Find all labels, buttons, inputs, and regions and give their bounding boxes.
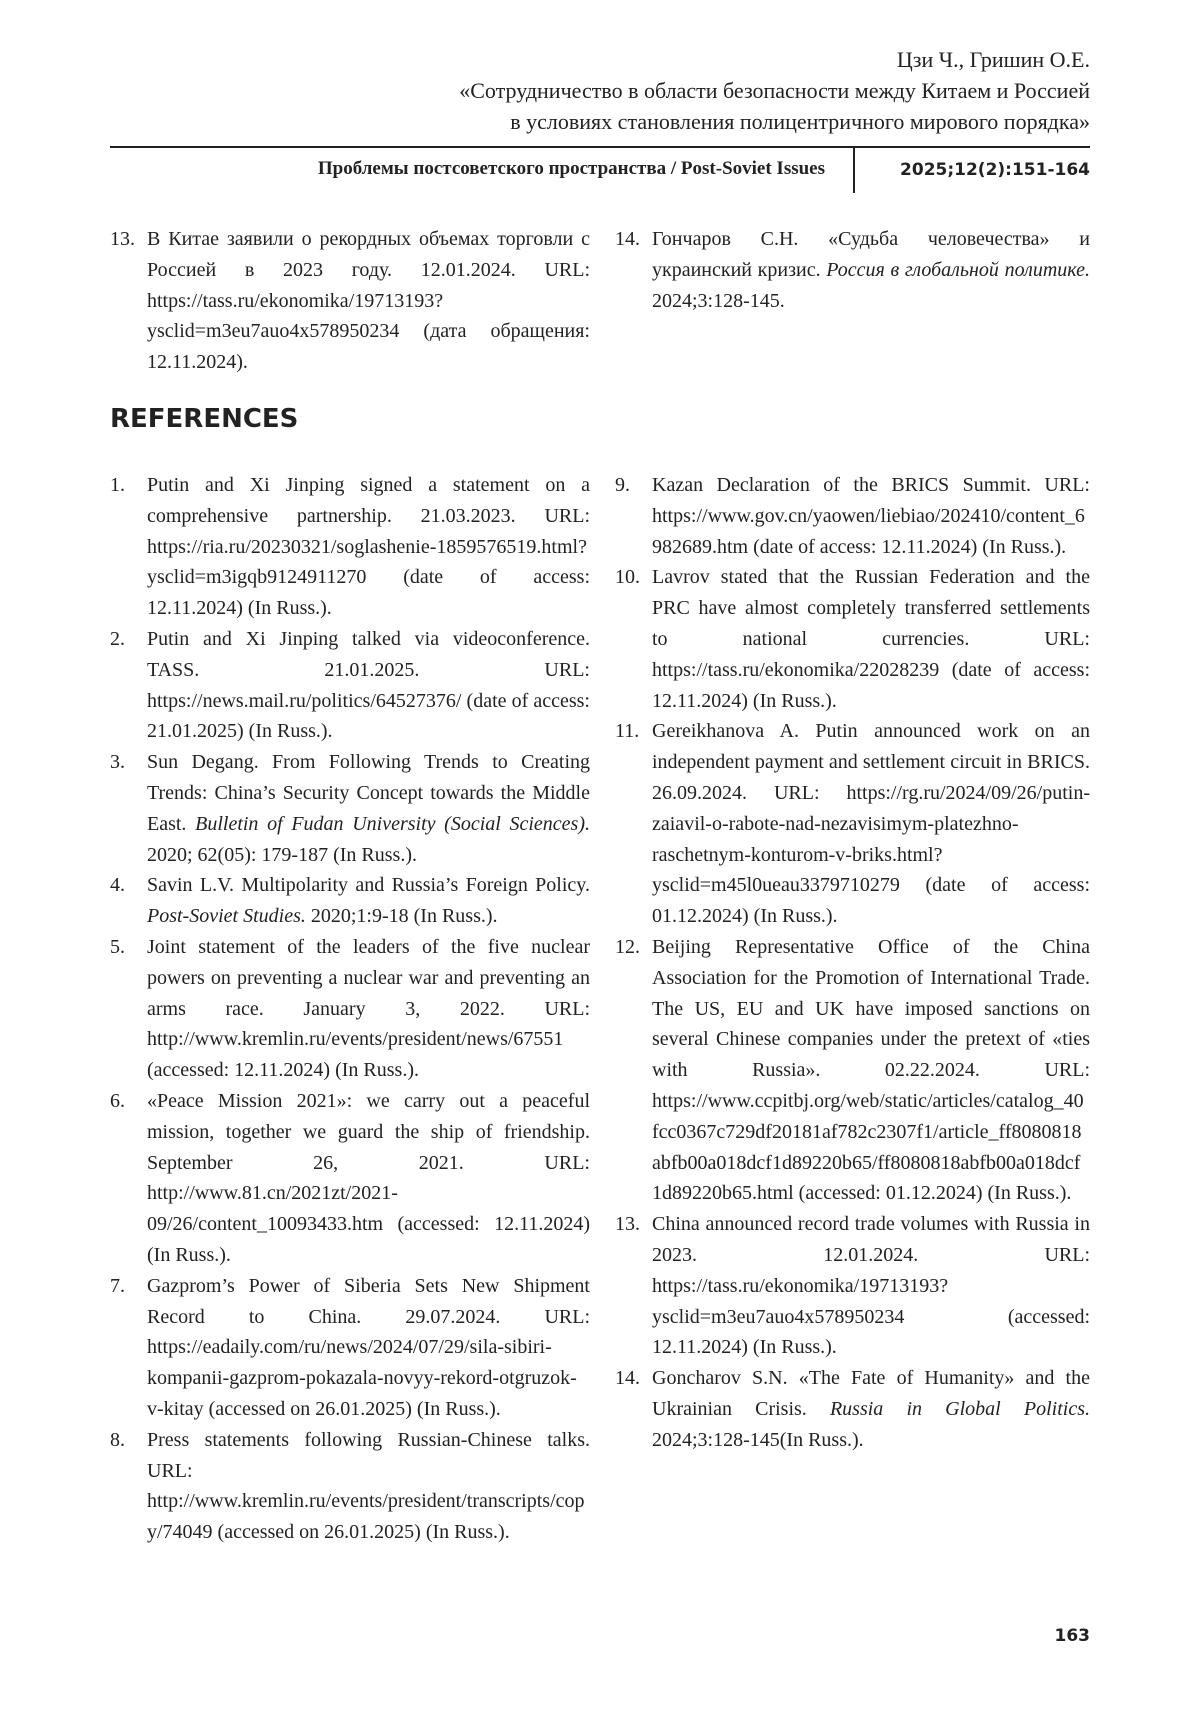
reference-number: 11. xyxy=(615,716,639,747)
reference-item xyxy=(615,932,1090,1209)
reference-number: 9. xyxy=(615,470,630,501)
reference-details: 2024;3:128-145. xyxy=(652,290,785,312)
reference-text: Гончаров С.Н. «Судьба человечества» и украинский кризис. xyxy=(652,228,1090,281)
reference-text: Savin L.V. Multipolarity and Russia’s Foreign Policy. xyxy=(147,874,590,896)
reference-number: 2. xyxy=(110,624,125,655)
header-divider xyxy=(853,147,855,193)
reference-text: Putin and Xi Jinping talked via videoconference. TASS. 21.01.2025. URL: https://news.mail.ru/politics/64527376/ (date of access: 21.01.2025) (In Russ.). xyxy=(147,628,590,742)
reference-number: 10. xyxy=(615,562,640,593)
journal-name: Проблемы постсоветского пространства / Post-Soviet Issues xyxy=(110,158,825,180)
reference-number: 8. xyxy=(110,1425,125,1456)
reference-number: 3. xyxy=(110,747,125,778)
reference-item xyxy=(615,562,1090,716)
header-rule xyxy=(110,146,1090,148)
reference-text: «Peace Mission 2021»: we carry out a peaceful mission, together we guard the ship of friendship. September 26, 2021. URL: http://www.81.cn/2021zt/2021-09/26/content_10093433.htm (accessed: 12.11.2024) (In Russ.). xyxy=(147,1090,590,1266)
reference-item xyxy=(615,224,1090,316)
reference-number: 12. xyxy=(615,932,640,963)
reference-number: 4. xyxy=(110,870,125,901)
reference-text: Joint statement of the leaders of the five nuclear powers on preventing a nuclear war and preventing an arms race. January 3, 2022. URL: http://www.kremlin.ru/events/president/news/67551 (accessed: 12.11.2024) (In Russ.). xyxy=(147,936,590,1081)
reference-source: Bulletin of Fudan University (Social Sciences). xyxy=(195,813,590,835)
header-title-line1: «Сотрудничество в области безопасности между Китаем и Россией xyxy=(110,75,1090,106)
reference-source: Post-Soviet Studies. xyxy=(147,905,306,927)
page-number: 163 xyxy=(1055,1626,1091,1646)
header-authors: Цзи Ч., Гришин О.Е. xyxy=(110,44,1090,75)
reference-number: 6. xyxy=(110,1086,125,1117)
reference-item xyxy=(110,470,590,624)
header-title-line2: в условиях становления полицентричного мирового порядка» xyxy=(110,106,1090,137)
reference-number: 7. xyxy=(110,1271,125,1302)
reference-source: Russia in Global Politics. xyxy=(830,1398,1090,1420)
reference-item xyxy=(110,747,590,870)
reference-item xyxy=(110,932,590,1086)
reference-text: Gazprom’s Power of Siberia Sets New Shipment Record to China. 29.07.2024. URL: https://eadaily.com/ru/news/2024/07/29/sila-sibiri-kompanii-gazprom-pokazala-novyy-rekord-otgruzok-v-kitay (accessed on 26.01.2025) (In Russ.). xyxy=(147,1275,590,1420)
reference-text: China announced record trade volumes with Russia in 2023. 12.01.2024. URL: https://tass.ru/ekonomika/19713193?ysclid=m3eu7auo4x578950234 (accessed: 12.11.2024) (In Russ.). xyxy=(652,1213,1090,1358)
reference-text: Kazan Declaration of the BRICS Summit. URL: https://www.gov.cn/yaowen/liebiao/202410/content_6982689.htm (date of access: 12.11.2024) (In Russ.). xyxy=(652,474,1090,558)
reference-item xyxy=(615,716,1090,932)
reference-item xyxy=(110,1425,590,1548)
reference-number: 1. xyxy=(110,470,125,501)
reference-item xyxy=(615,470,1090,562)
references-right-column xyxy=(615,470,1090,1456)
reference-number: 14. xyxy=(615,224,640,255)
references-heading: REFERENCES xyxy=(110,404,298,434)
reference-item xyxy=(110,1086,590,1271)
reference-number: 14. xyxy=(615,1363,640,1394)
reference-number: 13. xyxy=(110,224,135,255)
reference-details: 2020;1:9-18 (In Russ.). xyxy=(306,905,498,927)
reference-text: Gereikhanova A. Putin announced work on an independent payment and settlement circuit in BRICS. 26.09.2024. URL: https://rg.ru/2024/09/26/putin-zaiavil-o-rabote-nad-nezavisimym-platezhno-raschetnym-konturom-v-briks.html?ysclid=m45l0ueau3379710279 (date of access: 01.12.2024) (In Russ.). xyxy=(652,720,1090,927)
reference-item xyxy=(110,1271,590,1425)
issue-info: 2025;12(2):151-164 xyxy=(900,160,1090,180)
reference-text: Press statements following Russian-Chinese talks. URL: http://www.kremlin.ru/events/president/transcripts/copy/74049 (accessed on 26.01.2025) (In Russ.). xyxy=(147,1429,590,1543)
reference-source: Россия в глобальной политике. xyxy=(826,259,1090,281)
reference-text: Putin and Xi Jinping signed a statement on a comprehensive partnership. 21.03.2023. URL: https://ria.ru/20230321/soglashenie-1859576519.html?ysclid=m3igqb9124911270 (date of access: 12.11.2024) (In Russ.). xyxy=(147,474,590,619)
reference-item xyxy=(110,870,590,932)
running-header xyxy=(110,44,1090,137)
reference-text: Beijing Representative Office of the China Association for the Promotion of International Trade. The US, EU and UK have imposed sanctions on several Chinese companies under the pretext of «ties with Russia». 02.22.2024. URL: https://www.ccpitbj.org/web/static/articles/catalog_40fcc0367c729df20181af782c2307f1/article_ff8080818abfb00a018dcf1d89220b65/ff8080818abfb00a018dcf1d89220b65.html (accessed: 01.12.2024) (In Russ.). xyxy=(652,936,1090,1204)
reference-number: 5. xyxy=(110,932,125,963)
reference-item xyxy=(110,624,590,747)
ru-refs-left xyxy=(110,224,590,378)
ru-refs-right xyxy=(615,224,1090,316)
reference-item xyxy=(110,224,590,378)
reference-details: 2020; 62(05): 179-187 (In Russ.). xyxy=(147,844,417,866)
reference-text: Sun Degang. From Following Trends to Creating Trends: China’s Security Concept towards the Middle East. xyxy=(147,751,590,835)
references-left-column xyxy=(110,470,590,1548)
reference-text: Lavrov stated that the Russian Federation and the PRC have almost completely transferred settlements to national currencies. URL: https://tass.ru/ekonomika/22028239 (date of access: 12.11.2024) (In Russ.). xyxy=(652,566,1090,711)
reference-item xyxy=(615,1209,1090,1363)
reference-details: 2024;3:128-145(In Russ.). xyxy=(652,1429,864,1451)
reference-number: 13. xyxy=(615,1209,640,1240)
reference-text: Goncharov S.N. «The Fate of Humanity» and the Ukrainian Crisis. xyxy=(652,1367,1090,1420)
reference-item xyxy=(615,1363,1090,1455)
reference-text: В Китае заявили о рекордных объемах торговли с Россией в 2023 году. 12.01.2024. URL: https://tass.ru/ekonomika/19713193?ysclid=m3eu7auo4x578950234 (дата обращения: 12.11.2024). xyxy=(147,228,590,373)
